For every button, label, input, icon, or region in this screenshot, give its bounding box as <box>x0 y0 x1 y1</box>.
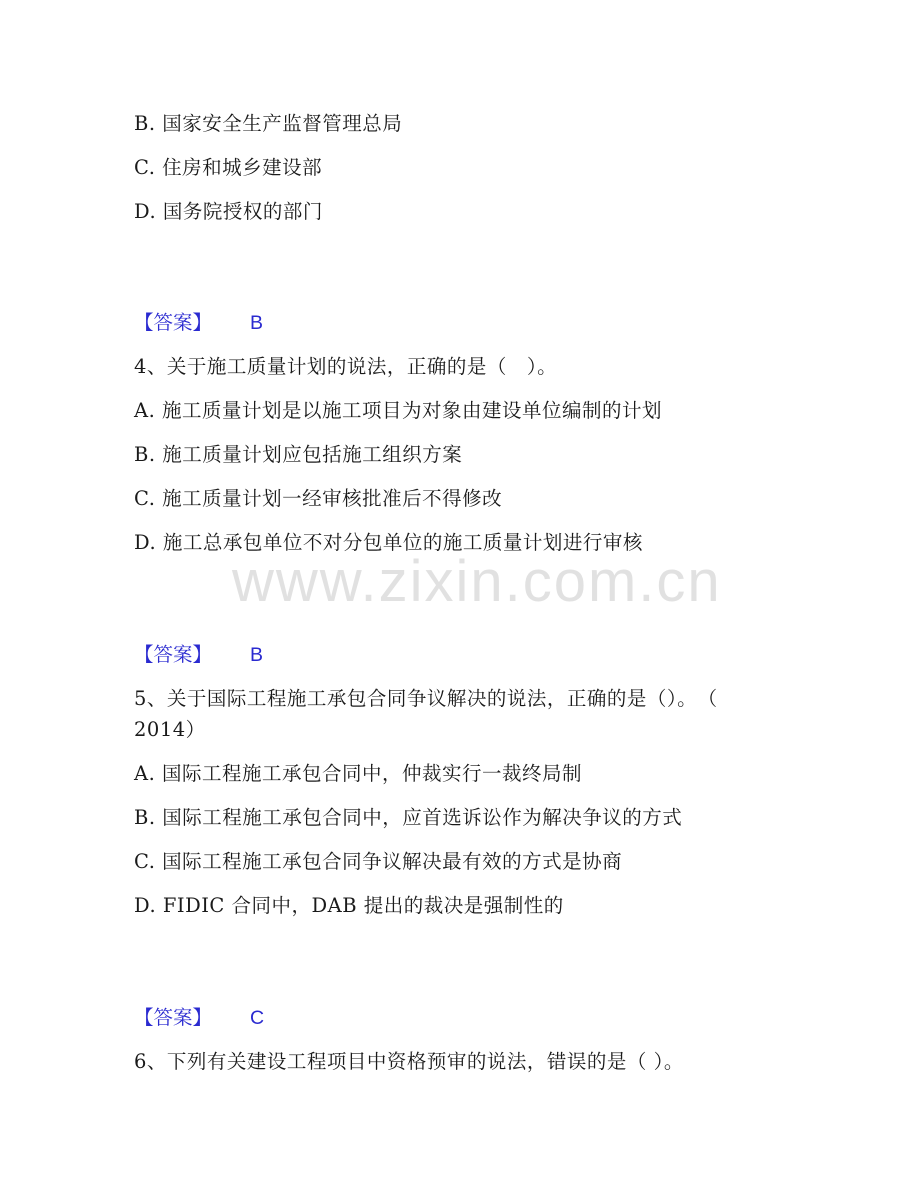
q5-question-line2: 2014） <box>134 718 206 741</box>
q6-question: 6、下列有关建设工程项目中资格预审的说法，错误的是（ ）。 <box>134 1050 684 1073</box>
q4-option-d: D. 施工总承包单位不对分包单位的施工质量计划进行审核 <box>134 531 643 554</box>
q4-question: 4、关于施工质量计划的说法，正确的是（ ）。 <box>134 355 558 378</box>
q4-option-c: C. 施工质量计划一经审核批准后不得修改 <box>134 487 503 510</box>
q3-option-b: B. 国家安全生产监督管理总局 <box>134 112 403 135</box>
q5-option-b: B. 国际工程施工承包合同中，应首选诉讼作为解决争议的方式 <box>134 806 683 829</box>
q3-option-d: D. 国务院授权的部门 <box>134 200 323 223</box>
answer-label: 【答案】 <box>134 1006 213 1029</box>
q3-option-c: C. 住房和城乡建设部 <box>134 156 323 179</box>
q3-answer-row <box>134 310 264 336</box>
q4-option-a: A. 施工质量计划是以施工项目为对象由建设单位编制的计划 <box>134 399 662 422</box>
q5-option-a: A. 国际工程施工承包合同中，仲裁实行一裁终局制 <box>134 762 582 785</box>
q5-option-d: D. FIDIC 合同中，DAB 提出的裁决是强制性的 <box>134 894 564 917</box>
watermark: www.zixin.com.cn <box>232 549 722 614</box>
answer-value: C <box>250 1007 265 1029</box>
q5-option-c: C. 国际工程施工承包合同争议解决最有效的方式是协商 <box>134 850 623 873</box>
answer-label: 【答案】 <box>134 643 213 666</box>
q5-question-line1: 5、关于国际工程施工承包合同争议解决的说法，正确的是（）。 （ <box>134 687 718 710</box>
answer-value: B <box>250 312 264 334</box>
q4-option-b: B. 施工质量计划应包括施工组织方案 <box>134 443 463 466</box>
answer-label: 【答案】 <box>134 311 213 334</box>
answer-value: B <box>250 644 264 666</box>
q4-answer-row <box>134 642 264 668</box>
q5-answer-row <box>134 1005 265 1031</box>
